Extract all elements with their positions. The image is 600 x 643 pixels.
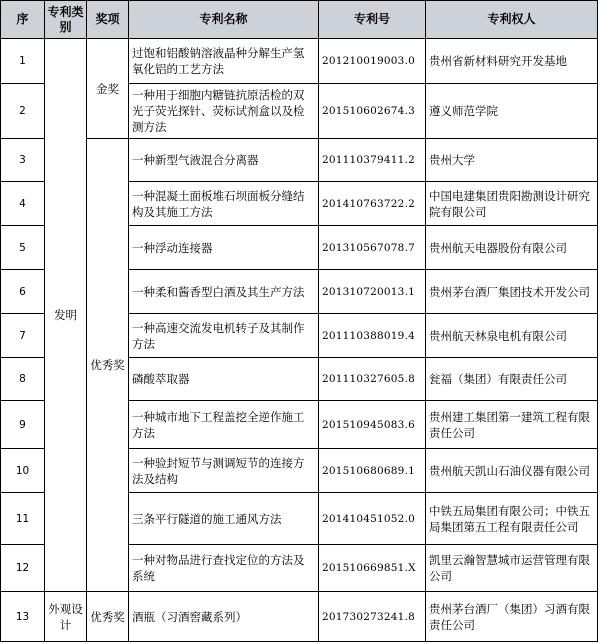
table-row — [1, 592, 598, 642]
row-index: 13 — [1, 592, 45, 642]
patent-number: 201210019003.0 — [319, 39, 426, 84]
patent-name: 三条平行隧道的施工通风方法 — [129, 493, 319, 545]
patent-number: 201110327605.8 — [319, 358, 426, 401]
patent-name: 磷酸萃取器 — [129, 358, 319, 401]
patent-owner: 贵州省新材料研究开发基地 — [426, 39, 598, 84]
patent-number: 201110379411.2 — [319, 139, 426, 182]
table-row — [1, 139, 598, 182]
patent-name: 一种用于细胞内糖链抗原活检的双光子荧光探针、荧标试剂盒以及检测方法 — [129, 84, 319, 139]
row-index: 1 — [1, 39, 45, 84]
patent-number: 201510945083.6 — [319, 401, 426, 449]
patent-owner: 遵义师范学院 — [426, 84, 598, 139]
type-cell: 发明 — [45, 39, 87, 592]
patent-number: 201510680689.1 — [319, 449, 426, 493]
patent-name: 一种新型气液混合分离器 — [129, 139, 319, 182]
type-cell: 外观设计 — [45, 592, 87, 642]
patent-name: 一种对物品进行查找定位的方法及系统 — [129, 545, 319, 592]
row-index: 4 — [1, 182, 45, 226]
patent-number: 201410451052.0 — [319, 493, 426, 545]
row-index: 5 — [1, 226, 45, 270]
patent-number: 201410763722.2 — [319, 182, 426, 226]
patent-owner: 贵州航天电器股份有限公司 — [426, 226, 598, 270]
patent-name: 一种城市地下工程盖挖全逆作施工方法 — [129, 401, 319, 449]
row-index: 11 — [1, 493, 45, 545]
patent-number: 201110388019.4 — [319, 314, 426, 358]
patent-name: 过饱和铝酸钠溶液晶种分解生产氢氧化铝的工艺方法 — [129, 39, 319, 84]
patent-name: 一种浮动连接器 — [129, 226, 319, 270]
patent-owner: 贵州航天林泉电机有限公司 — [426, 314, 598, 358]
patent-name: 一种验封短节与测调短节的连接方法及结构 — [129, 449, 319, 493]
header-index: 序 — [1, 1, 45, 39]
row-index: 9 — [1, 401, 45, 449]
patent-name: 酒瓶（习酒窖藏系列） — [129, 592, 319, 642]
header-award: 奖项 — [87, 1, 129, 39]
patent-name: 一种柔和酱香型白酒及其生产方法 — [129, 270, 319, 314]
patent-number: 201730273241.8 — [319, 592, 426, 642]
header-patent-number: 专利号 — [319, 1, 426, 39]
patent-owner: 贵州建工集团第一建筑工程有限责任公司 — [426, 401, 598, 449]
award-cell: 优秀奖 — [87, 139, 129, 592]
row-index: 2 — [1, 84, 45, 139]
award-cell: 金奖 — [87, 39, 129, 139]
patent-owner: 凯里云瀚智慧城市运营管理有限公司 — [426, 545, 598, 592]
patent-name: 一种混凝土面板堆石坝面板分缝结构及其施工方法 — [129, 182, 319, 226]
patent-number: 201310720013.1 — [319, 270, 426, 314]
patent-owner: 贵州茅台酒厂（集团）习酒有限责任公司 — [426, 592, 598, 642]
table-row — [1, 39, 598, 84]
patent-owner: 贵州大学 — [426, 139, 598, 182]
patent-number: 201510602674.3 — [319, 84, 426, 139]
header-patent-owner: 专利权人 — [426, 1, 598, 39]
row-index: 7 — [1, 314, 45, 358]
patent-owner: 贵州航天凯山石油仪器有限公司 — [426, 449, 598, 493]
header-patent-name: 专利名称 — [129, 1, 319, 39]
row-index: 10 — [1, 449, 45, 493]
patent-name: 一种高速交流发电机转子及其制作方法 — [129, 314, 319, 358]
header-row — [1, 1, 598, 39]
header-patent-type: 专利类别 — [45, 1, 87, 39]
row-index: 8 — [1, 358, 45, 401]
award-cell: 优秀奖 — [87, 592, 129, 642]
patent-number: 201510669851.X — [319, 545, 426, 592]
row-index: 3 — [1, 139, 45, 182]
patent-owner: 贵州茅台酒厂集团技术开发公司 — [426, 270, 598, 314]
patent-owner: 瓮福（集团）有限责任公司 — [426, 358, 598, 401]
row-index: 12 — [1, 545, 45, 592]
row-index: 6 — [1, 270, 45, 314]
patent-number: 201310567078.7 — [319, 226, 426, 270]
patent-owner: 中国电建集团贵阳勘测设计研究院有限公司 — [426, 182, 598, 226]
patent-owner: 中铁五局集团有限公司；中铁五局集团第五工程有限责任公司 — [426, 493, 598, 545]
